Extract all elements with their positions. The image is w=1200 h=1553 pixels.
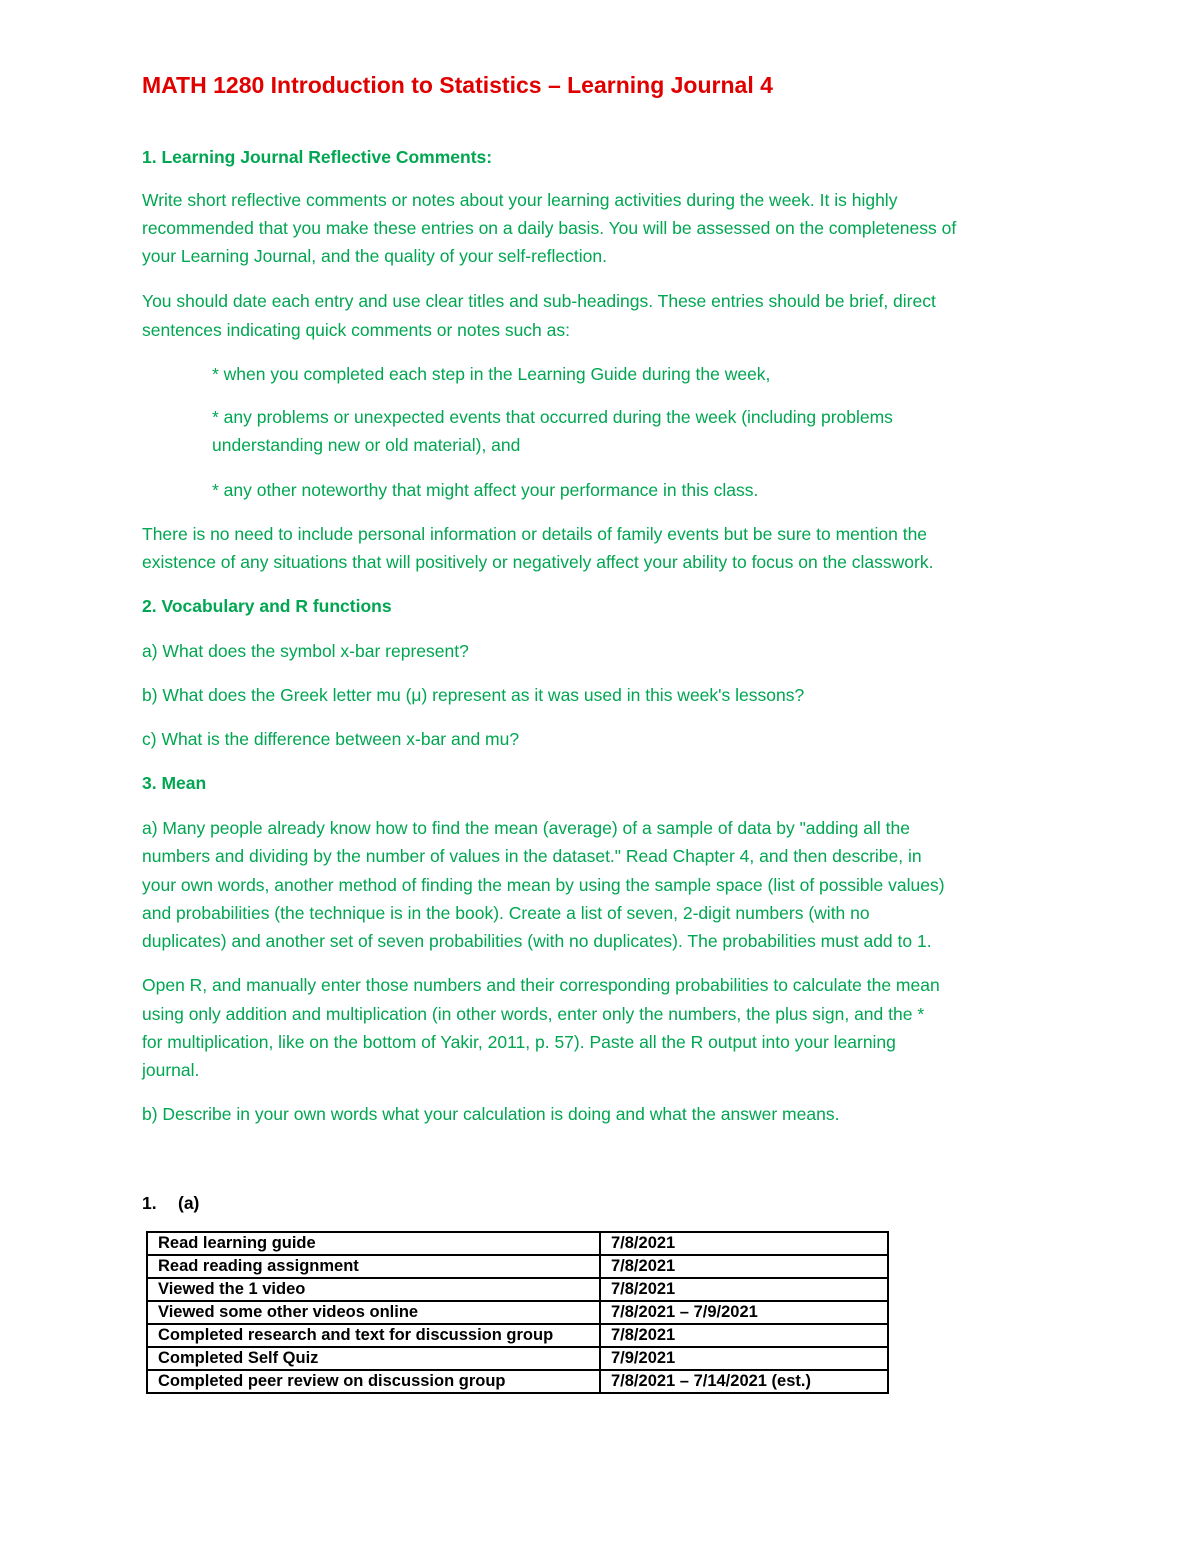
section1-para3-line: existence of any situations that will positively or negatively affect your ability to focus on the classwork. — [142, 552, 934, 572]
section1-heading: 1. Learning Journal Reflective Comments: — [142, 147, 493, 167]
table-row — [147, 1301, 888, 1324]
date-cell: 7/8/2021 — [600, 1278, 888, 1301]
section3-para-r-line: journal. — [142, 1060, 200, 1080]
section1-para2-line: You should date each entry and use clear titles and sub-headings. These entries should be brief, direct — [142, 291, 936, 311]
table-row — [147, 1347, 888, 1370]
date-cell: 7/8/2021 – 7/9/2021 — [600, 1301, 888, 1324]
activity-log-table — [146, 1231, 889, 1394]
date-cell: 7/8/2021 — [600, 1324, 888, 1347]
section3-para-a-line: numbers and dividing by the number of values in the dataset." Read Chapter 4, and then describe, in — [142, 846, 922, 866]
date-cell: 7/8/2021 — [600, 1232, 888, 1255]
date-cell: 7/8/2021 – 7/14/2021 (est.) — [600, 1370, 888, 1393]
bullet-item-continued: understanding new or old material), and — [212, 435, 521, 455]
document-title: MATH 1280 Introduction to Statistics – Learning Journal 4 — [142, 72, 773, 98]
bullet-item: * any problems or unexpected events that occurred during the week (including problems — [212, 407, 893, 427]
activity-cell: Completed peer review on discussion group — [147, 1370, 600, 1393]
section1-para1-line: recommended that you make these entries on a daily basis. You will be assessed on the completeness of — [142, 218, 957, 238]
question-a: a) What does the symbol x-bar represent? — [142, 641, 469, 661]
section1-para1-line: your Learning Journal, and the quality of your self-reflection. — [142, 246, 607, 266]
answer-number: 1. — [142, 1193, 157, 1213]
section3-para-a-line: your own words, another method of finding the mean by using the sample space (list of possible values) — [142, 875, 945, 895]
activity-cell: Viewed the 1 video — [147, 1278, 600, 1301]
table-row — [147, 1232, 888, 1255]
answer-label: (a) — [178, 1193, 200, 1213]
bullet-item: * any other noteworthy that might affect your performance in this class. — [212, 480, 759, 500]
section3-para-a-line: and probabilities (the technique is in the book). Create a list of seven, 2-digit numbers (with no — [142, 903, 870, 923]
activity-cell: Read learning guide — [147, 1232, 600, 1255]
activity-log-body — [147, 1232, 888, 1393]
question-b: b) What does the Greek letter mu (μ) represent as it was used in this week's lessons? — [142, 685, 805, 705]
section3-heading: 3. Mean — [142, 773, 207, 793]
date-cell: 7/8/2021 — [600, 1255, 888, 1278]
activity-cell: Completed Self Quiz — [147, 1347, 600, 1370]
section1-para2-line: sentences indicating quick comments or notes such as: — [142, 320, 570, 340]
section1-para3-line: There is no need to include personal information or details of family events but be sure to mention the — [142, 524, 928, 544]
section3-para-a-line: duplicates) and another set of seven probabilities (with no duplicates). The probabilities must add to 1. — [142, 931, 932, 951]
activity-cell: Completed research and text for discussion group — [147, 1324, 600, 1347]
activity-cell: Read reading assignment — [147, 1255, 600, 1278]
section2-heading: 2. Vocabulary and R functions — [142, 596, 392, 616]
section3-para-a-line: a) Many people already know how to find the mean (average) of a sample of data by "adding all the — [142, 818, 910, 838]
answer-heading — [142, 1193, 199, 1214]
bullet-item: * when you completed each step in the Learning Guide during the week, — [212, 364, 771, 384]
table-row — [147, 1255, 888, 1278]
table-row — [147, 1370, 888, 1393]
section3-para-r-line: Open R, and manually enter those numbers and their corresponding probabilities to calculate the mean — [142, 975, 940, 995]
activity-cell: Viewed some other videos online — [147, 1301, 600, 1324]
section3-para-r-line: using only addition and multiplication (in other words, enter only the numbers, the plus sign, and the * — [142, 1004, 925, 1024]
date-cell: 7/9/2021 — [600, 1347, 888, 1370]
section3-para-r-line: for multiplication, like on the bottom of Yakir, 2011, p. 57). Paste all the R output into your learning — [142, 1032, 896, 1052]
question-c: c) What is the difference between x-bar and mu? — [142, 729, 520, 749]
table-row — [147, 1324, 888, 1347]
table-row — [147, 1278, 888, 1301]
section1-para1-line: Write short reflective comments or notes about your learning activities during the week. It is highly — [142, 190, 898, 210]
section3-para-b-line: b) Describe in your own words what your calculation is doing and what the answer means. — [142, 1104, 840, 1124]
